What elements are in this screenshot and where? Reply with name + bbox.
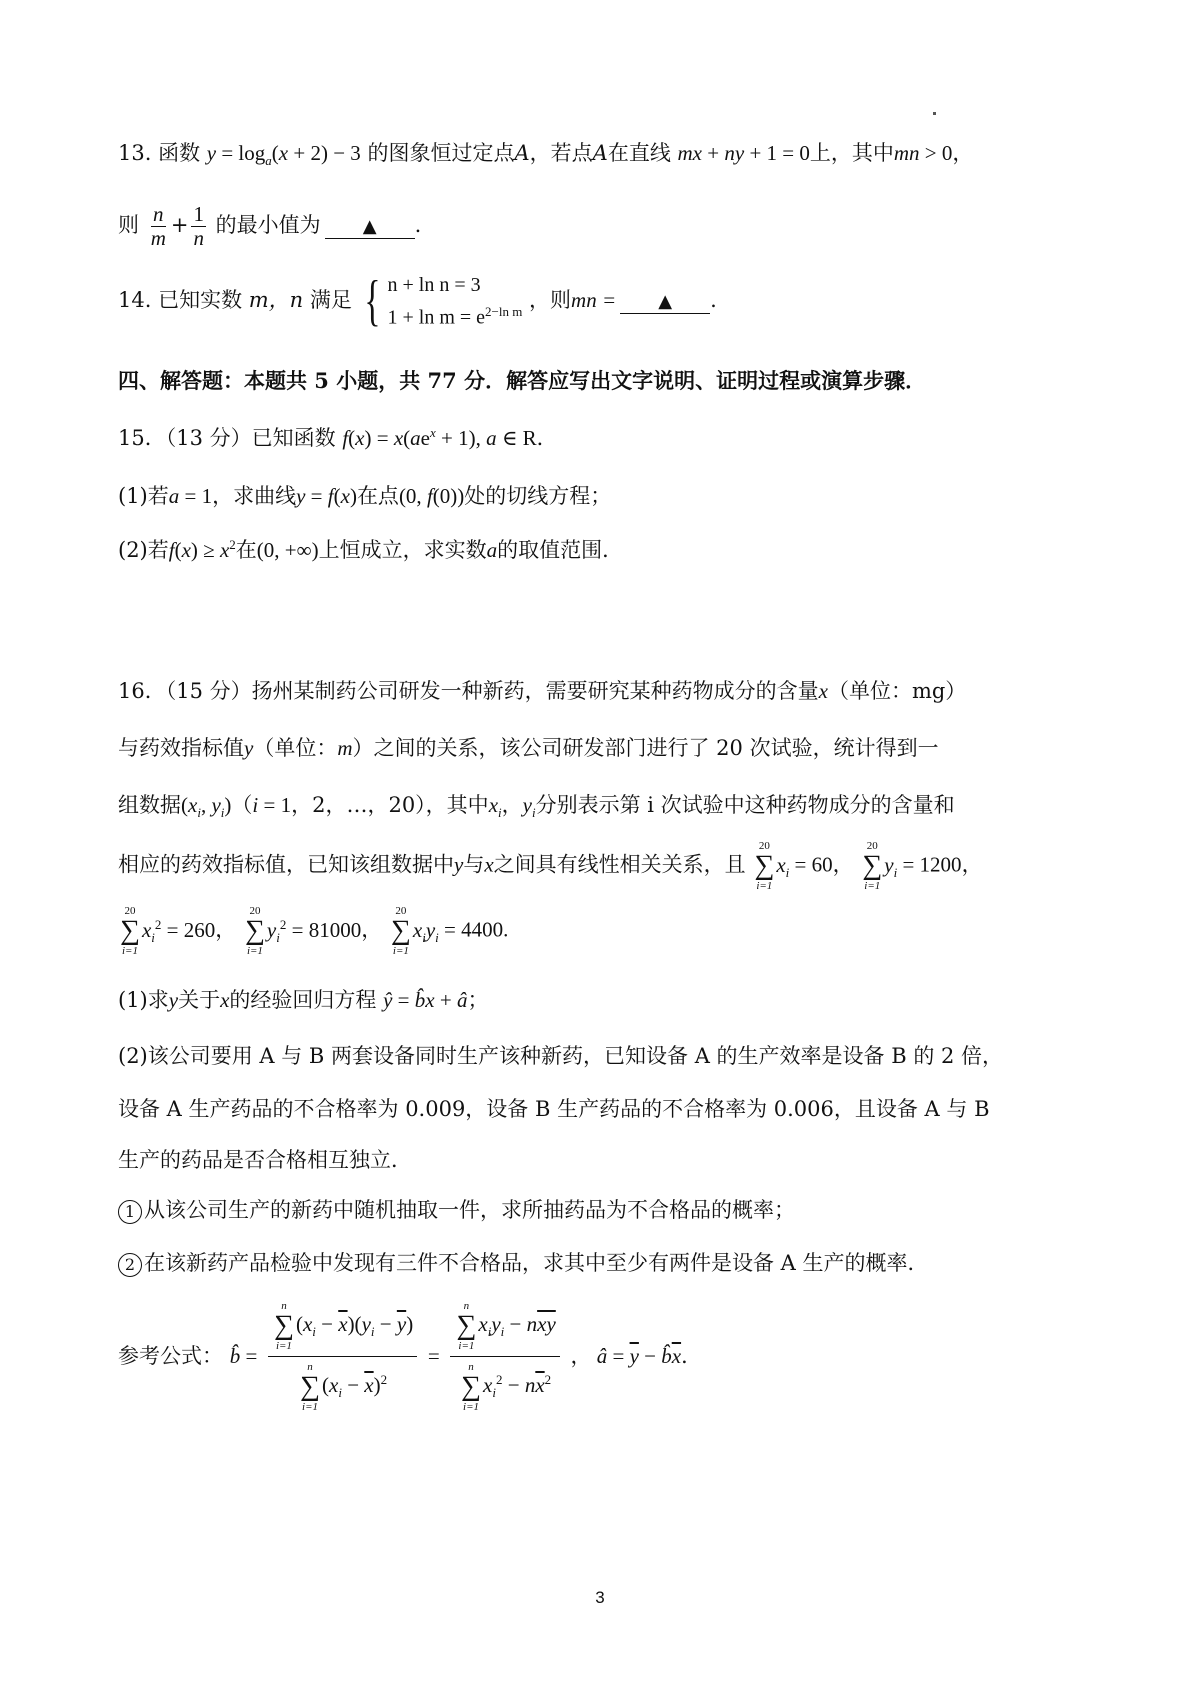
q16-line2: 与药效指标值y（单位：m）之间的关系，该公司研发部门进行了 20 次试验，统计得到一 — [118, 736, 939, 760]
q16-line5: 20 ∑ i=1 $x_i^2 = 260$， 20 ∑ i=1 $y_i^2 = 81000$， 20 ∑ i=1 $x_iy_i = 4400$. — [120, 905, 509, 958]
page-number: 3 — [595, 1588, 605, 1607]
q15-part1: (1)若a = 1，求曲线y = f(x)在点(0, f(0))处的切线方程； — [118, 484, 612, 508]
q16-line3: 组数据($x_i$, $y_i)(i = 1$，2，…，20），其中$x_i$，$y_i$分别表示第 i 次试验中这种药物成分的含量和 — [118, 793, 955, 821]
sum-symbol: 20 ∑ i=1 — [754, 840, 775, 893]
sum-symbol: 20 ∑ i=1 — [120, 905, 140, 958]
circled-number-1: 1 — [118, 1200, 142, 1224]
q16-line4: 相应的药效指标值，已知该组数据中y与x之间具有线性相关关系，且 20 ∑ i=1 $x_i = 60$， 20 ∑ i=1 $y_i = 1200$， — [118, 840, 983, 893]
q14-line: 14. 已知实数 m，n 满足 { n + ln n = 3 $1 + \ln m = e^{2-ln m}$ ，则mn = ▲ . — [118, 270, 717, 333]
stray-dot — [933, 112, 936, 115]
formula-fraction-2: n ∑ i=1 $x_iy_i - n\overline{xy}$ n ∑ i=1 $x_i^2 - n\overline{x}^2$ — [450, 1300, 559, 1413]
q16-part2-l3: 生产的药品是否合格相互独立． — [118, 1148, 412, 1172]
q16-part1: (1)求y关于x的经验回归方程 ŷ = b̂x + â； — [118, 988, 489, 1012]
q16-sub2: 2 在该新药产品检验中发现有三件不合格品，求其中至少有两件是设备 A 生产的概率． — [118, 1250, 929, 1277]
fraction-1-over-n: $\frac{1}{n}$ — [193, 202, 204, 251]
q13-line2: 则 $\frac{n}{m}$ + $\frac{1}{n}$ 的最小值为 ▲ . — [118, 202, 422, 251]
equation-system: { n + ln n = 3 $1 + \ln m = e^{2-ln m}$ — [363, 270, 523, 333]
section-heading: 四、解答题：本题共 5 小题，共 77 分．解答应写出文字说明、证明过程或演算步骤． — [118, 368, 927, 393]
q16-sub1: 1 从该公司生产的新药中随机抽取一件，求所抽药品为不合格品的概率； — [118, 1197, 795, 1224]
answer-blank-13[interactable]: ▲ — [325, 215, 415, 239]
sum-symbol: 20 ∑ i=1 — [862, 840, 883, 893]
q15-stem: 15．（13 分）已知函数 $f(x) = x(ae^x + 1)$, a ∈ R． — [118, 425, 558, 450]
answer-blank-14[interactable]: ▲ — [620, 290, 710, 314]
q15-part2: (2)若$f(x) \ge x^2$在(0, +∞)上恒成立，求实数a的取值范围． — [118, 537, 624, 562]
q13-line1: 13. 函数 $y = \log_a(x + 2) - 3$ 的图象恒过定点A，若点A在直线 mx + ny + 1 = 0上，其中mn > 0， — [118, 141, 974, 169]
q16-part2-l2: 设备 A 生产药品的不合格率为 0.009，设备 B 生产药品的不合格率为 0.006，且设备 A 与 B — [118, 1097, 990, 1121]
reference-formula: 参考公式： b̂ = n ∑ i=1 $(x_i - \overline{x})(y_i - \overline{y})$ n ∑ i=1 $(x_i - \overline{x})^2$ = n ∑ i=1 $x_iy_i - n\overline{xy}$ n ∑ i=1 $x_i^2 - n\overline{x}^2$ ， â = $\overline{y}$ − $b̂\overline{x}$． — [118, 1300, 703, 1414]
sum-symbol: 20 ∑ i=1 — [390, 905, 411, 958]
formula-fraction-1: n ∑ i=1 $(x_i - \overline{x})(y_i - \overline{y})$ n ∑ i=1 $(x_i - \overline{x})^2$ — [268, 1300, 417, 1413]
sum-symbol: 20 ∑ i=1 — [244, 905, 265, 958]
fraction-n-over-m: $\frac{n}{m}$ — [150, 202, 166, 251]
q16-line1: 16．（15 分）扬州某制药公司研发一种新药，需要研究某种药物成分的含量x（单位：mg） — [118, 679, 967, 703]
circled-number-2: 2 — [118, 1253, 142, 1277]
q16-part2-l1: (2)该公司要用 A 与 B 两套设备同时生产该种新药，已知设备 A 的生产效率是设备 B 的 2 倍， — [118, 1044, 1004, 1068]
